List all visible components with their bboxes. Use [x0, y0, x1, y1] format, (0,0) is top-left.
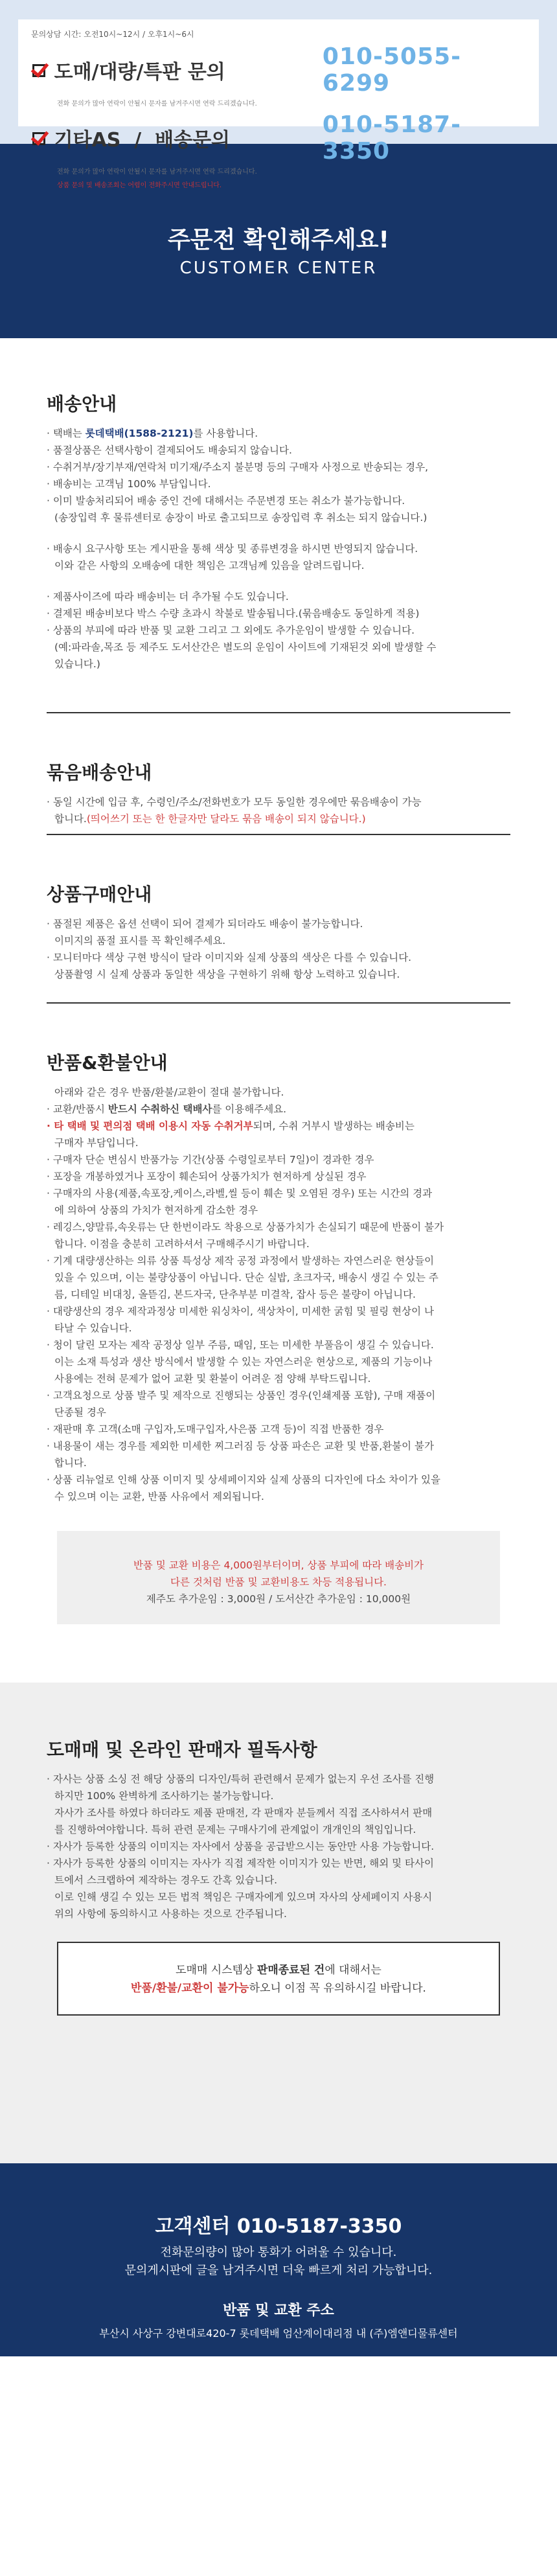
return-address-title: 반품 및 교환 주소 [223, 2303, 334, 2319]
text: · 택배는 [47, 428, 85, 439]
purchase-line: 상품촬영 시 실제 상품과 동일한 색상을 구현하기 위해 항상 노력하고 있습니다. [54, 969, 400, 980]
text: 하오니 이점 꼭 유의하시길 바랍니다. [249, 1982, 426, 1995]
box-line [58, 1961, 499, 1979]
notice-line: 이로 인해 생길 수 있는 모든 법적 책임은 구매자에게 있으며 자사의 상세페이지 사용시 [54, 1891, 433, 1903]
returns-line: 구매자 부담입니다. [54, 1137, 139, 1149]
warning-text: 반품/환불/교환이 불가능 [131, 1982, 249, 1995]
notice-line: · 자사가 등록한 상품의 이미지는 자사가 직접 제작한 이미지가 있는 반면, 해외 및 타사이 [47, 1857, 434, 1869]
purchase-section [0, 835, 557, 1002]
returns-line [47, 1101, 510, 1118]
returns-line: · 재판매 후 고객(소매 구입자,도매구입자,사은품 고객 등)이 직접 반품한 경우 [47, 1423, 384, 1435]
return-address: 부산시 사상구 강변대로420-7 롯데택배 엄산계이대리점 내 (주)엠앤디물류센터 [99, 2327, 458, 2340]
notice-line: · 자사가 등록한 상품의 이미지는 자사에서 상품을 공급받으시는 동안만 사용 가능합니다. [47, 1841, 435, 1852]
text: 에 대해서는 [324, 1964, 381, 1977]
shipping-line: · 결제된 배송비보다 박스 수량 초과시 착불로 발송됩니다.(묶음배송도 동일하게 적용) [47, 608, 420, 619]
sales-ended-warning-box [57, 1942, 500, 2016]
box-line [58, 1979, 499, 1997]
bundle-line: · 동일 시간에 입금 후, 수령인/주소/전화번호가 모두 동일한 경우에만 묶음배송이 가능 [47, 796, 422, 808]
text: 도매매 시스템상 [176, 1964, 257, 1977]
returns-line: · 구매자 단순 변심시 반품가능 기간(상품 수령일로부터 7일)이 경과한 경우 [47, 1154, 374, 1166]
returns-warning: 아래와 같은 경우 반품/환불/교환이 절대 불가합니다. [54, 1087, 284, 1098]
as-label: 기타AS / 배송문의 [54, 129, 231, 152]
returns-line: 수 있으며 이는 교환, 반품 사유에서 제외됩니다. [54, 1491, 264, 1502]
shipping-line: · 수취거부/장기부재/연락처 미기재/주소지 불분명 등의 구매자 사정으로 반송되는 경우, [47, 461, 428, 473]
notice-line: 를 진행하여야합니다. 특허 관련 문제는 구매사기에 관계없이 개개인의 책임입니다. [54, 1824, 416, 1835]
returns-line: 합니다. 이점을 충분히 고려하셔서 구매해주시기 바랍니다. [54, 1238, 310, 1250]
purchase-line: 이미지의 품절 표시를 꼭 확인해주세요. [54, 935, 226, 947]
shipping-line: 있습니다.) [54, 658, 100, 670]
fee-line: 다른 것처럼 반품 및 교환비용도 차등 적용됩니다. [170, 1576, 387, 1588]
seller-notice-section [0, 1683, 557, 2163]
footer-customer-center [0, 2163, 557, 2356]
consult-hours: 문의상담 시간: 오전10시~12시 / 오후1시~6시 [31, 30, 194, 39]
returns-line [47, 1118, 510, 1134]
returns-line: 사용에는 전혀 문제가 없어 교환 및 환불이 어려운 점 양해 부탁드립니다. [54, 1373, 371, 1385]
returns-line: 단종될 경우 [54, 1407, 106, 1418]
notice-line: · 자사는 상품 소싱 전 해당 상품의 디자인/특허 관련해서 문제가 없는지 우선 조사를 진행 [47, 1773, 435, 1785]
shipping-line [47, 425, 510, 442]
returns-line: · 기계 대량생산하는 의류 상품 특성상 제작 공정 과정에서 발생하는 자연스러운 현상들이 [47, 1255, 435, 1267]
warning-text: · 타 택배 및 편의점 택배 이용시 자동 수취거부 [47, 1120, 253, 1132]
section-title: 반품&환불안내 [47, 1052, 168, 1074]
bold-text: 반드시 수취하신 택배사 [108, 1103, 212, 1115]
return-fee-box [57, 1531, 500, 1624]
banner-title: 주문전 확인해주세요! [168, 227, 389, 253]
wholesale-note: 전화 문의가 많아 연락이 안될시 문자를 남겨주시면 연락 드리겠습니다. [57, 100, 257, 108]
footer-line: 문의게시판에 글을 남겨주시면 더욱 빠르게 처리 가능합니다. [124, 2264, 433, 2277]
shipping-line: · 배송비는 고객님 100% 부담입니다. [47, 478, 211, 490]
bold-text: 판매종료된 건 [256, 1964, 325, 1977]
shipping-line: · 상품의 부피에 따라 반품 및 교환 그리고 그 외에도 추가운임이 발생할 수 있습니다. [47, 625, 415, 636]
shipping-line: · 품절상품은 선택사항이 결제되어도 배송되지 않습니다. [47, 444, 292, 456]
shipping-line: 이와 같은 사항의 오배송에 대한 책임은 고객님께 있음을 알려드립니다. [54, 560, 365, 571]
returns-line: · 상품 리뉴얼로 인해 상품 이미지 및 상세페이지와 실제 상품의 디자인에 다소 차이가 있을 [47, 1474, 441, 1486]
as-note: 전화 문의가 많아 연락이 안될시 문자를 남겨주시면 연락 드리겠습니다. [57, 168, 257, 176]
banner-subtitle: CUSTOMER CENTER [179, 259, 378, 278]
returns-line: · 포장을 개봉하였거나 포장이 훼손되어 상품가치가 현저하게 상실된 경우 [47, 1171, 367, 1182]
returns-line: · 내용물이 새는 경우를 제외한 미세한 찌그러짐 등 상품 파손은 교환 및 반품,환불이 불가 [47, 1440, 434, 1452]
as-phone[interactable]: 010-5187-3350 [322, 111, 462, 165]
section-title: 도매매 및 온라인 판매자 필독사항 [47, 1739, 317, 1760]
returns-line: 에 의하여 상품의 가치가 현저하게 감소한 경우 [54, 1204, 258, 1216]
contact-box [18, 19, 539, 189]
checkbox-icon [31, 60, 51, 80]
warning-text: (띄어쓰기 또는 한 한글자만 달라도 묶음 배송이 되지 않습니다.) [86, 813, 366, 825]
notice-line: 하지만 100% 완벽하게 조사하기는 불가능합니다. [54, 1790, 274, 1802]
returns-section [0, 1004, 557, 1505]
returns-line: · 고객요청으로 상품 발주 및 제작으로 진행되는 상품인 경우(인쇄제품 포함), 구매 재품이 [47, 1390, 436, 1401]
footer-title[interactable]: 고객센터 010-5187-3350 [155, 2215, 402, 2238]
text: 를 사용합니다. [193, 428, 258, 439]
shipping-section [0, 338, 557, 712]
section-title: 배송안내 [47, 393, 117, 415]
shipping-line: · 배송시 요구사항 또는 게시판을 통해 색상 및 종류변경을 하시면 반영되지 않습니다. [47, 543, 418, 555]
text: 되며, 수취 거부시 발생하는 배송비는 [253, 1120, 415, 1132]
wholesale-phone[interactable]: 010-5055-6299 [322, 43, 462, 97]
returns-line: · 레깅스,양말류,속옷류는 단 한번이라도 착용으로 상품가치가 손실되기 때문에 반품이 불가 [47, 1221, 444, 1233]
returns-line: · 청이 달린 모자는 제작 공정상 일부 주름, 때임, 또는 미세한 부풀음이 생길 수 있습니다. [47, 1339, 434, 1351]
returns-line: · 대량생산의 경우 제작과정상 미세한 워싱차이, 색상차이, 미세한 굵힘 및 필링 현상이 나 [47, 1305, 434, 1317]
shipping-line: (예:파라솔,목조 등 제주도 도서산간은 별도의 운임이 사이트에 기재된것 외에 발생할 수 [54, 641, 437, 653]
contact-section [0, 0, 557, 189]
bundle-line [47, 811, 510, 827]
checkbox-icon [31, 128, 51, 148]
fee-line: 제주도 추가운임 : 3,000원 / 도서산간 추가운임 : 10,000원 [146, 1593, 411, 1605]
as-note-red: 상품 문의 및 배송조회는 어렵이 전화주시면 안내드립니다. [57, 182, 222, 189]
returns-line: 있을 수 있으며, 이는 불량상품이 아닙니다. 단순 실밥, 초크자국, 배송시 생길 수 있는 주 [54, 1272, 438, 1283]
courier-name: 롯데택배(1588-2121) [85, 428, 194, 439]
text: · 교환/반품시 [47, 1103, 108, 1115]
footer-line: 전화문의량이 많아 통화가 어려울 수 있습니다. [160, 2246, 397, 2259]
returns-line: 타날 수 있습니다. [54, 1322, 132, 1334]
section-title: 묶음배송안내 [47, 762, 152, 783]
text: 합니다. [54, 813, 87, 825]
returns-line: 합니다. [54, 1457, 87, 1469]
shipping-line: · 제품사이즈에 따라 배송비는 더 추가될 수도 있습니다. [47, 591, 289, 603]
as-contact-row [31, 111, 526, 165]
returns-line: · 구매자의 사용(제품,속포장,케이스,라벨,씰 등이 훼손 및 오염된 경우) 또는 시간의 경과 [47, 1188, 433, 1199]
shipping-line: (송장입력 후 물류센터로 송장이 바로 출고되므로 송장입력 후 취소는 되지 않습니다.) [54, 512, 427, 523]
section-title: 상품구매안내 [47, 884, 152, 905]
bundle-section [0, 713, 557, 834]
notice-line: 자사가 조사를 하였다 하더라도 제품 판매전, 각 판매자 분들께서 직접 조사하셔서 판매 [54, 1807, 433, 1819]
notice-line: 위의 사항에 동의하시고 사용하는 것으로 간주됩니다. [54, 1908, 287, 1920]
returns-line: 름, 디테일 비대칭, 올뜯김, 본드자국, 단추부분 미결착, 잡사 등은 불량이 아닙니다. [54, 1289, 416, 1300]
notice-line: 트에서 스크랩하여 제작하는 경우도 간혹 있습니다. [54, 1874, 277, 1886]
fee-line: 반품 및 교환 비용은 4,000원부터이며, 상품 부피에 따라 배송비가 [133, 1559, 424, 1571]
purchase-line: · 모니터마다 색상 구현 방식이 달라 이미지와 실제 상품의 색상은 다를 수 있습니다. [47, 952, 412, 963]
spacer [0, 1624, 557, 1683]
text: 를 이용해주세요. [212, 1103, 287, 1115]
wholesale-contact-row [31, 43, 526, 97]
purchase-line: · 품절된 제품은 옵션 선택이 되어 결제가 되더라도 배송이 불가능합니다. [47, 918, 363, 930]
shipping-line: · 이미 발송처리되어 배송 중인 건에 대해서는 주문변경 또는 취소가 불가능합니다. [47, 495, 405, 507]
returns-line: 이는 소재 특성과 생산 방식에서 발생할 수 있는 자연스러운 현상으로, 제품의 기능이나 [54, 1356, 433, 1368]
wholesale-label: 도매/대량/특판 문의 [54, 61, 225, 84]
